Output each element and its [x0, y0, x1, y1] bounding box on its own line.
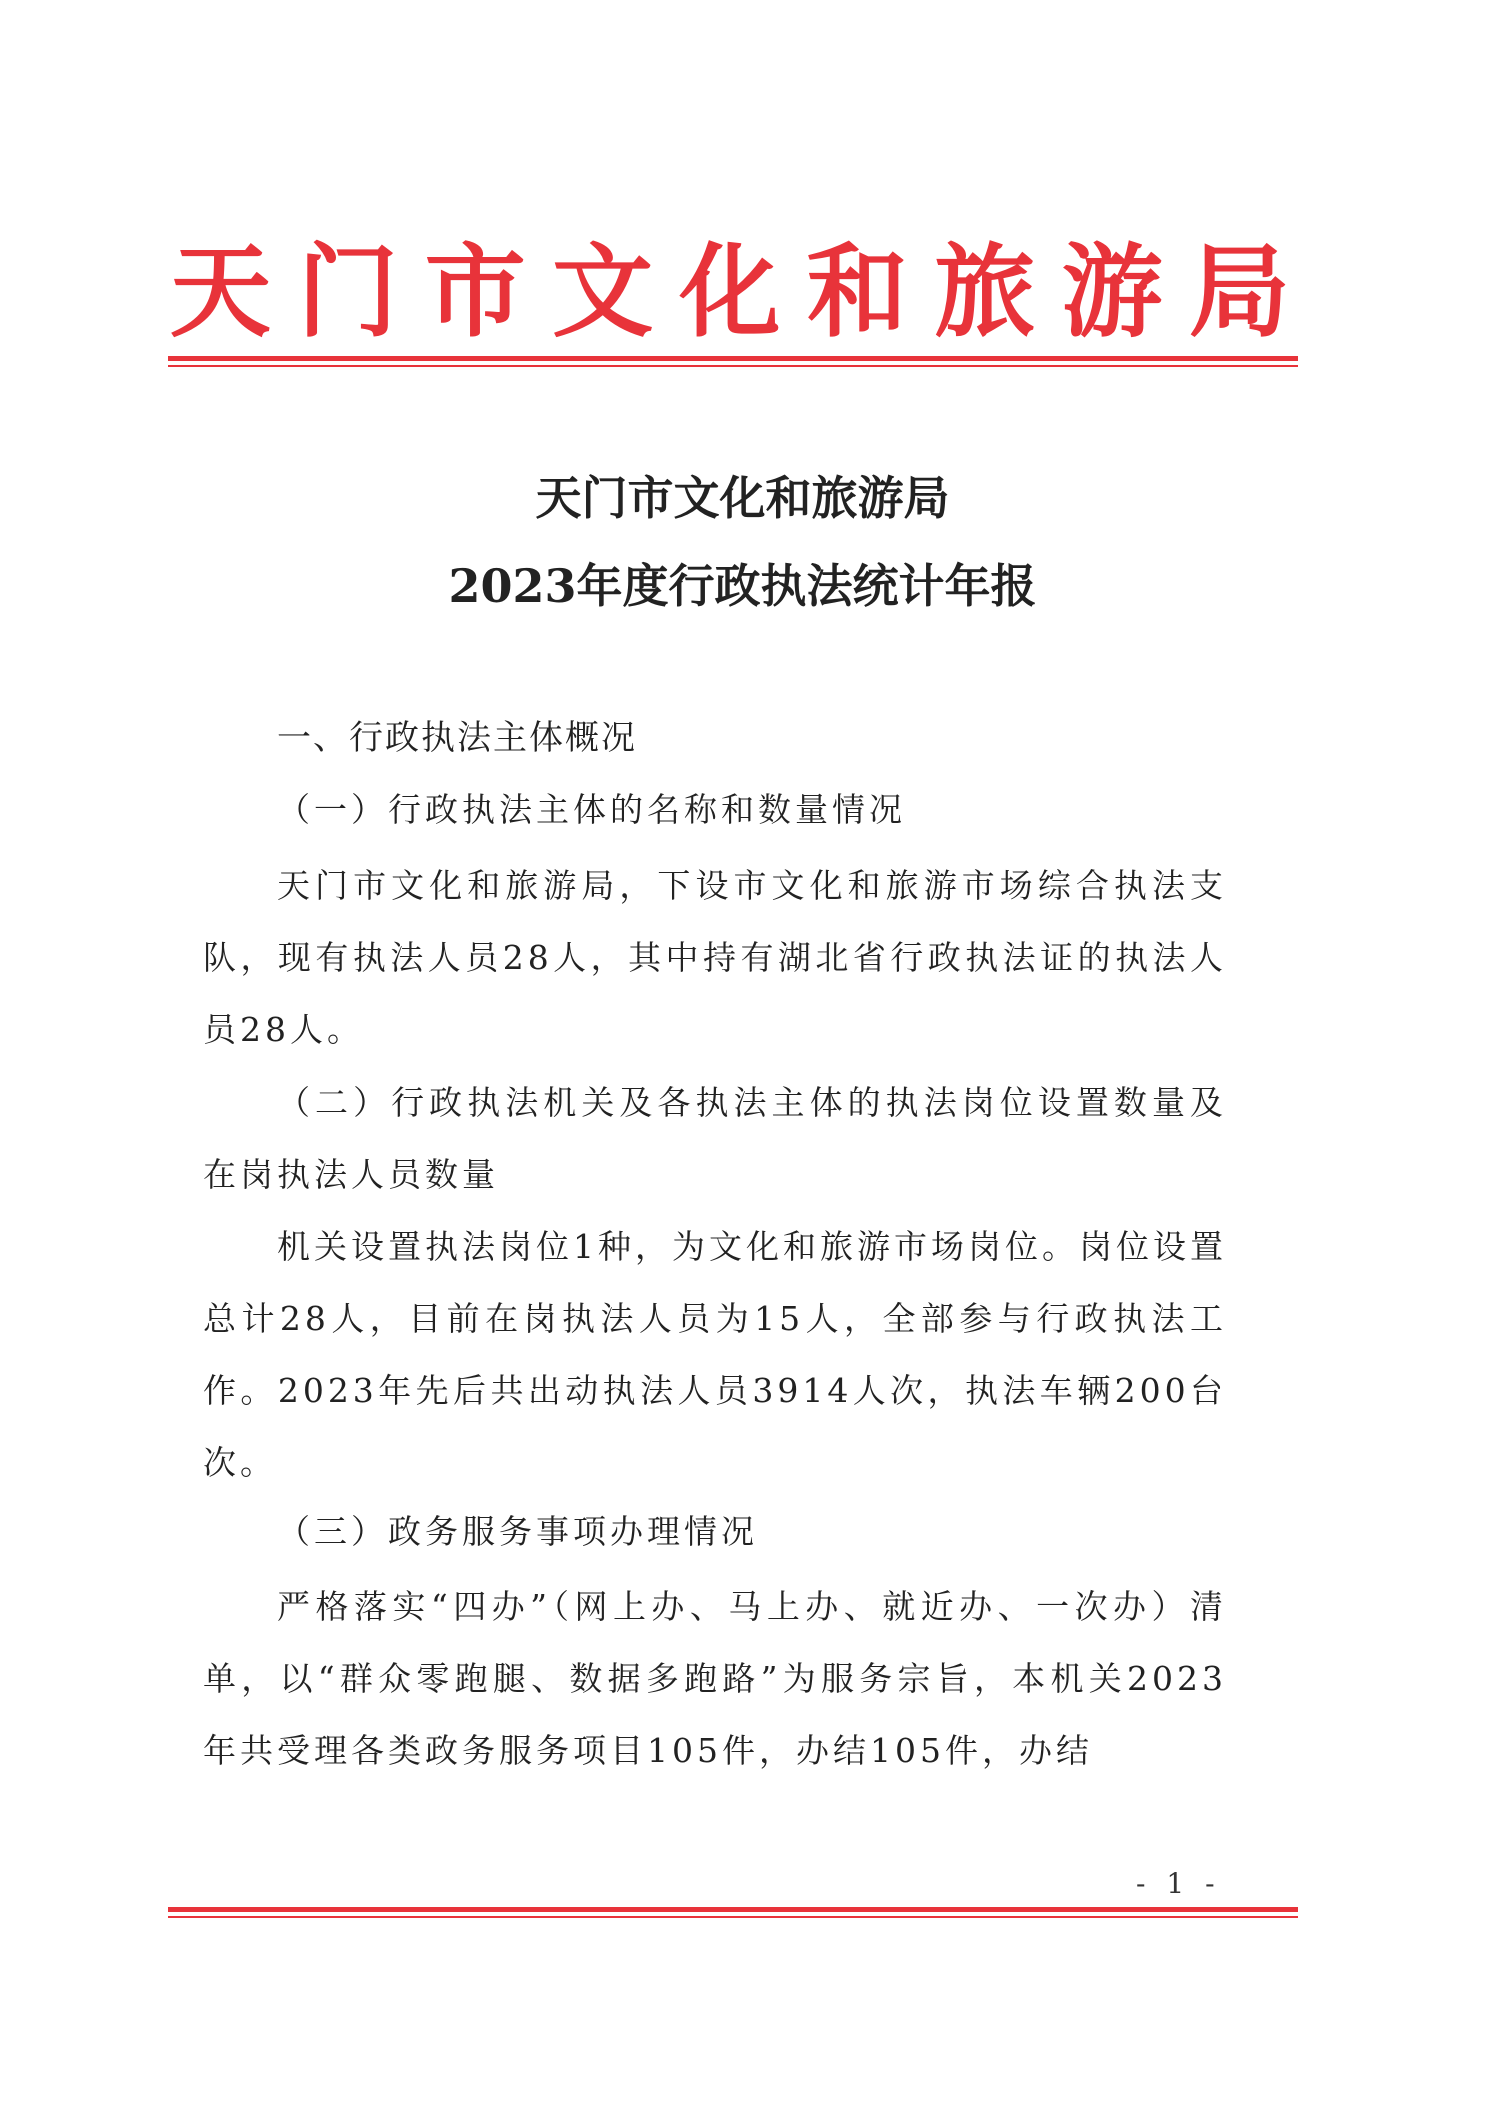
masthead-char: 门: [297, 232, 399, 351]
document-title-line-2: 2023年度行政执法统计年报: [448, 559, 1037, 613]
paragraph: 严格落实“四办”（网上办、马上办、就近办、一次办）清单，以“群众零跑腿、数据多跑路”为服务宗旨，本机关2023年共受理各类政务服务项目105件，办结105件，办结: [203, 1587, 1227, 1770]
document-title-line-1: 天门市文化和旅游局: [535, 471, 950, 525]
subsection-heading: （一）行政执法主体的名称和数量情况: [277, 790, 906, 829]
footer-red-rule-thin: [168, 1916, 1298, 1918]
masthead-char: 天: [170, 232, 272, 351]
page-number: - 1 -: [1136, 1867, 1221, 1900]
masthead-red-rule-thin: [168, 365, 1298, 367]
section-heading: 一、行政执法主体概况: [277, 718, 637, 758]
masthead-char: 旅: [934, 232, 1036, 351]
paragraph: 天门市文化和旅游局，下设市文化和旅游市场综合执法支队，现有执法人员28人，其中持有湖北省行政执法证的执法人员28人。: [203, 866, 1227, 1049]
masthead-char: 市: [424, 232, 526, 351]
paragraph: 机关设置执法岗位1种，为文化和旅游市场岗位。岗位设置总计28人，目前在岗执法人员为15人，全部参与行政执法工作。2023年先后共出动执法人员3914人次，执法车辆200台次。: [203, 1227, 1227, 1482]
masthead-char: 化: [679, 232, 781, 351]
masthead-char: 局: [1188, 232, 1290, 351]
subsection-heading: （三）政务服务事项办理情况: [277, 1512, 758, 1551]
masthead-red-rule: [168, 356, 1298, 361]
masthead-char: 和: [806, 232, 908, 351]
masthead-agency-name: [170, 232, 1290, 352]
masthead-char: 文: [552, 232, 654, 351]
masthead-char: 游: [1061, 232, 1163, 351]
subsection-heading: （二）行政执法机关及各执法主体的执法岗位设置数量及在岗执法人员数量: [203, 1083, 1227, 1194]
footer-red-rule: [168, 1907, 1298, 1912]
